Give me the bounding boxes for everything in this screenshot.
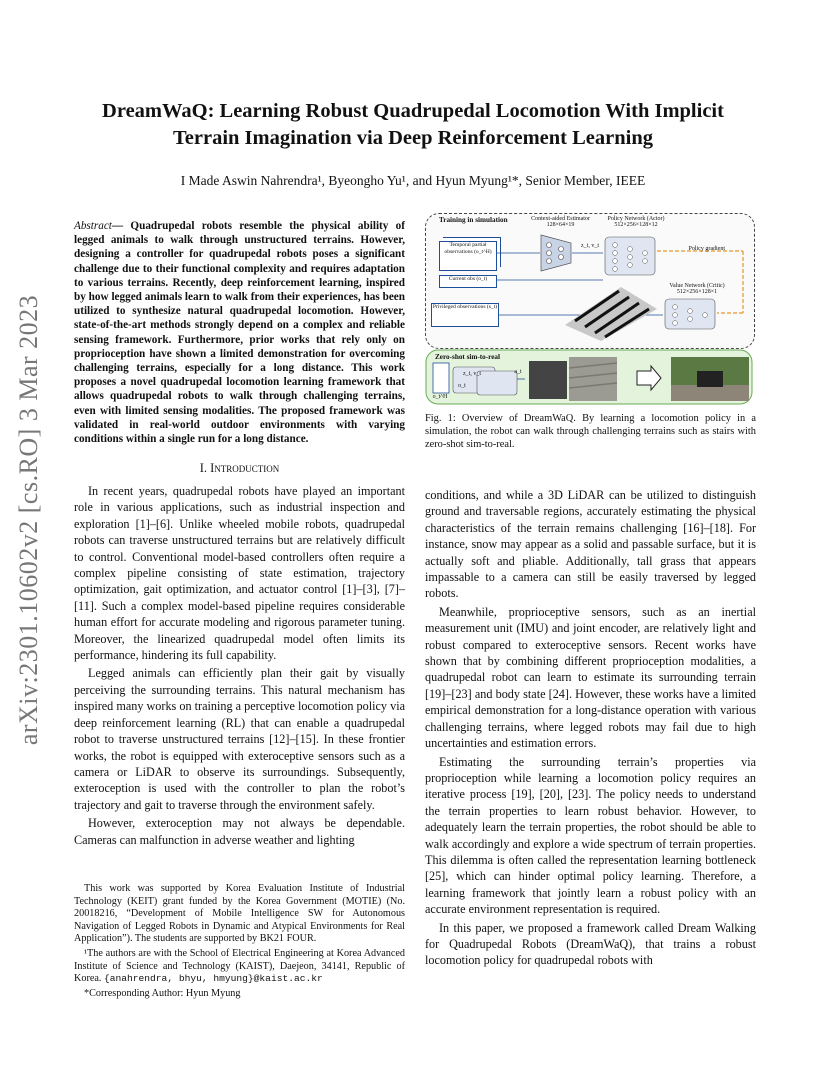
footnote-email: {anahrendra, bhyu, hmyung}@kaist.ac.kr [103,973,323,985]
zv-label: z_t, v_t [581,243,599,249]
paragraph: Legged animals can efficiently plan their gait by visually perceiving the surrounding terrains. This natural mechanism has inspired many works on training a perceptive locomotion policy via deep reinforcement learning (RL) that can enable a quadrupedal robot to traverse unstructured terrains [12]–[15]. In these frontier works, the robot is equipped with exteroceptive sensors such as a camera or LiDAR to observe its surroundings. Subsequently, exteroception is used with the controller to plan the robot’s trajectory and gait to traverse through the environment safely. [74,666,405,812]
abstract [74,219,405,446]
paragraph: In recent years, quadrupedal robots have played an important role in various applications, such as industrial inspection and exploration [1]–[6]. Unlike wheeled mobile robots, quadrupedal robots can traverse unstructured terrains but are relatively difficult to control. Conventional model-based controllers often require a complex pipeline consisting of state estimation, trajectory optimization, gait optimization, and actuator control [1]–[3], [7]–[11]. Such a complex model-based pipeline requires considerable human effort for accurate modeling and rigorous parameter tuning. Moreover, the linearized quadrupedal model often limits its performance, hindering its full capability. [74,484,405,663]
arxiv-id-text: arXiv:2301.10602v2 [cs.RO] 3 Mar 2023 [14,294,43,746]
footnote-corresponding: *Corresponding Author: Hyun Myung [84,987,241,999]
authors: I Made Aswin Nahrendra¹, Byeongho Yu¹, and Hyun Myung¹*, Senior Member, IEEE [180,173,646,188]
actor-dims: 512×256×128×12 [614,222,658,228]
zv-label-deploy: z_t, v_t [463,371,481,377]
training-label: Training in simulation [439,216,508,224]
estimator-title: Context-aided Estimator [531,216,590,222]
at-label: a_t [514,369,522,375]
history-buffer [433,363,449,393]
estimator-dims: 128×64×19 [546,222,575,228]
title-line-1: DreamWaQ: Learning Robust Quadrupedal Locomotion With Implicit [102,100,724,122]
robot-outdoor [697,371,723,387]
paragraph: In this paper, we proposed a framework called Dream Walking for Quadrupedal Robots (DreamWaQ), that trains a robust locomotion policy for quadrupedal robots with [425,920,756,968]
robot-photo [529,361,567,399]
arxiv-side-label [6,290,52,750]
figure-caption: Fig. 1: Overview of DreamWaQ. By learning a locomotion policy in a simulation, the robot can walk through challenging terrains such as stairs with zero-shot sim-to-real. [425,413,756,450]
section-heading: I. Introduction [199,461,280,475]
outdoor-ground [671,385,749,401]
footnote-affiliation [74,948,405,986]
paragraph: However, exteroception may not always be dependable. Cameras can malfunction in adverse weather and lighting [74,816,405,847]
critic-title: Value Network (Critic) [669,283,725,289]
paper-title [60,98,766,152]
zero-shot-label: Zero-shot sim-to-real [435,353,501,361]
critic-label [651,283,743,295]
paragraph: Estimating the surrounding terrain’s properties via proprioception while learning a locomotion policy requires an iterative process [19], [20], [23]. The policy needs to understand the terrain properties to learn robust behavior. However, to adequately learn the terrain properties, the robot should be able to walk accordingly and explore a wide spectrum of terrain properties. This dilemma is often called the representation learning bottleneck [25], which can hinder optimal policy learning. Therefore, a learning framework that jointly learn a robust policy with an accurate environment representation is required. [425,754,756,917]
footnotes [74,883,405,1002]
right-column [425,487,756,971]
current-obs-box: Current obs (o_t) [439,275,497,288]
privileged-obs-box: Privileged observations (s_t) [431,303,499,327]
abstract-text: — Quadrupedal robots resemble the physical ability of legged animals to walk through unstructured terrains. However, designing a controller for quadrupedal robots poses a significant challenge due to their functional complexity and requires adaptation to various terrains. Recently, deep reinforcement learning, inspired by how legged animals learn to walk from their experiences, has been utilized to synthesize natural quadrupedal locomotion. However, state-of-the-art methods strongly depend on a complex and reliable sensing framework. Furthermore, prior works that rely only on proprioception have shown a limited demonstration for overcoming challenging terrains, especially for a long distance. This work proposes a novel quadrupedal locomotion learning framework that allows quadrupedal robots to walk through challenging terrains, even with limited sensing modalities. The proposed framework was validated in real-world outdoor environments with varying conditions within a single run for a long distance. [74,220,405,446]
estimator-shape [541,235,571,271]
footnote-affiliation-text: ¹The authors are with the School of Electrical Engineering at Korea Advanced Institute of Science and Technology (KAIST), Daejeon, 34141, Republic of Korea. [74,947,405,985]
actor-title: Policy Network (Actor) [607,216,665,222]
figure-1 [425,213,756,405]
critic-dims: 512×256×128×1 [676,289,718,295]
title-line-2: Terrain Imagination via Deep Reinforcement Learning [172,127,653,149]
abstract-label: Abstract [74,220,112,232]
footnote-funding: This work was supported by Korea Evaluation Institute of Industrial Technology (KEIT) grant funded by the Korea Government (MOTIE) (No. 20018216, “Development of Mobile Intelligence SW for Autonomous Navigation of Legged Robots in Dynamic and Atypical Environments for Real Application”). The students are supported by BK21 FOUR. [74,883,405,945]
policy-gradient-label: Policy gradient [688,246,725,252]
ot-label: o_t [458,383,466,389]
paragraph: conditions, and while a 3D LiDAR can be utilized to distinguish ground and traversable regions, accurately estimating the physical characteristics of the terrain remains challenging [16]–[18]. For instance, snow may appear as a solid and passable surface, but it is actually soft and pliable. Additionally, tall grass that appears impassable to a camera can still be easily traversed by legged robots. [425,488,756,601]
paragraph: Meanwhile, proprioceptive sensors, such as an inertial measurement unit (IMU) and joint encoder, are relatively light and robust compared to exteroceptive sensors. Recent works have shown that by combining different proprioception modalities, a quadrupedal robot can learn to estimate its surrounding terrain [19]–[23] and body state [24]. However, these works have a limited empirical demonstration for a long-distance operation with various challenging terrains, where legged robots may fail due to high uncertainties and estimation errors. [425,604,756,751]
left-column [74,483,405,850]
critic-network [665,299,715,329]
simulation-terrain [565,287,657,341]
temporal-obs-box: Temporal partial observations (o_t^H) [439,241,497,271]
oth-label: o_t^H [432,394,448,400]
